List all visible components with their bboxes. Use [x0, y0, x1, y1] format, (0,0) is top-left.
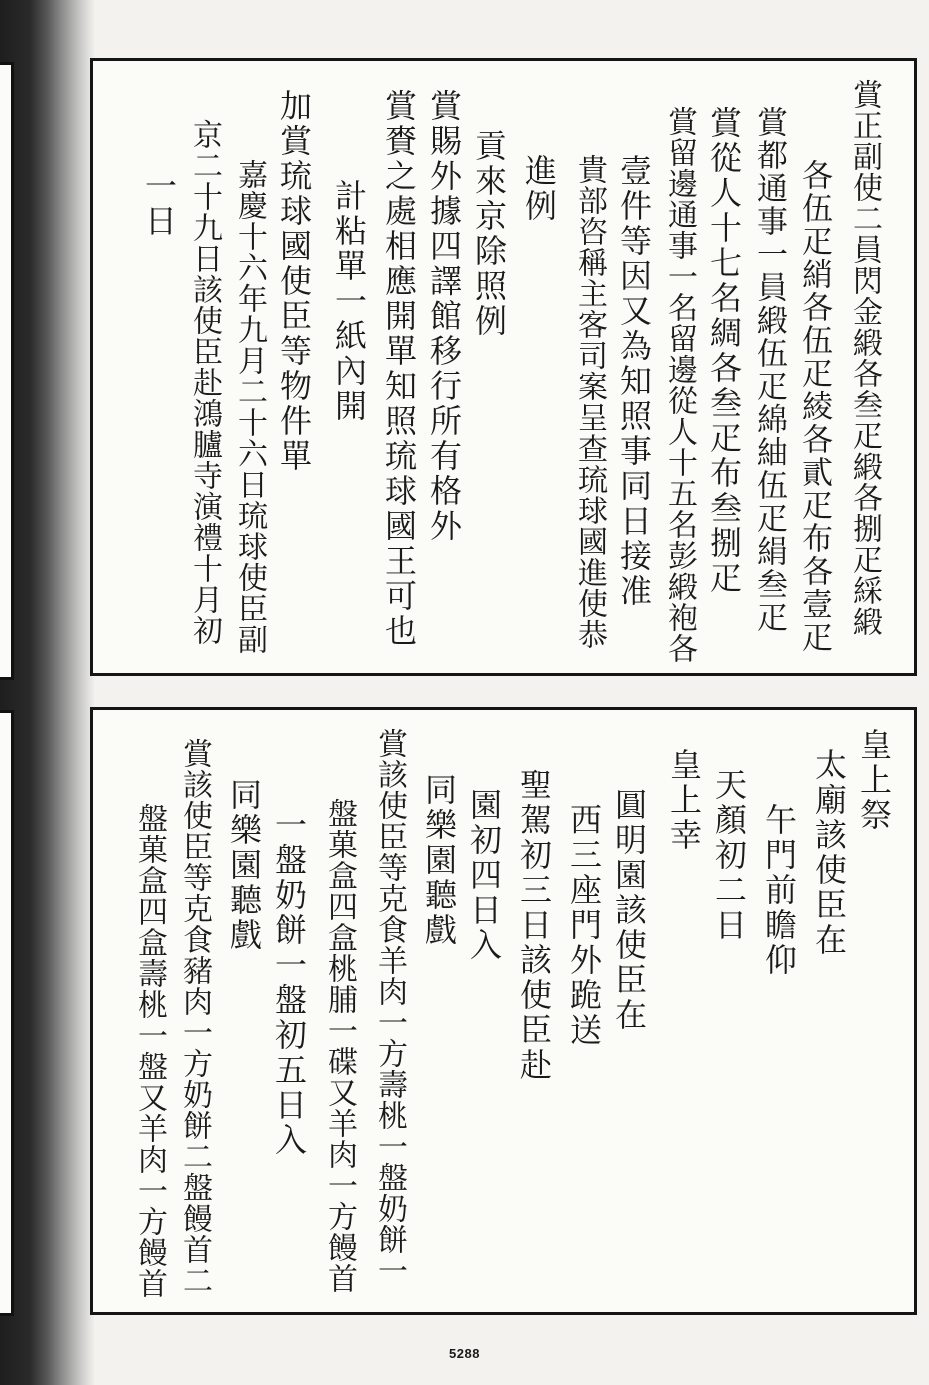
page-number: 5288	[449, 1346, 480, 1361]
text-column: 皇上幸	[665, 748, 703, 853]
text-column: 皇上祭	[855, 728, 893, 833]
text-column: 一日	[140, 169, 178, 239]
text-column: 進例	[520, 154, 558, 224]
text-column: 壹件等因又為知照事同日接准	[615, 154, 653, 609]
adjacent-page-frame-bottom	[0, 710, 14, 1316]
text-column: 賞都通事一員緞伍疋綿紬伍疋絹叁疋	[751, 106, 787, 634]
text-column: 計粘單一紙內開	[330, 179, 368, 424]
text-column: 同樂園聽戲	[420, 773, 458, 948]
text-column: 圓明園該使臣在	[610, 788, 648, 1033]
text-column: 同樂園聽戲	[225, 778, 263, 953]
text-column: 賞該使臣等克食羊肉一方壽桃一盤奶餅一	[372, 728, 407, 1286]
book-spine-shadow	[0, 0, 95, 1385]
text-column: 賞從人十七名綢各叁疋布叁捌疋	[705, 106, 743, 596]
text-column: 京二十九日該使臣赴鴻臚寺演禮十月初	[187, 119, 222, 646]
text-column: 西三座門外跪送	[565, 803, 603, 1048]
text-column: 加賞琉球國使臣等物件單	[275, 89, 313, 474]
text-column: 賞賜外據四譯館移行所有格外	[425, 89, 463, 544]
text-column: 嘉慶十六年九月二十六日琉球使臣副	[232, 159, 267, 655]
text-column: 太廟該使臣在	[810, 748, 848, 958]
text-column: 賞該使臣等克食豬肉一方奶餅二盤饅首二	[177, 738, 212, 1296]
text-column: 盤菓盒四盒桃脯一碟又羊肉一方饅首	[322, 798, 357, 1294]
text-column: 聖駕初三日該使臣赴	[515, 768, 553, 1083]
text-column: 一盤奶餅一盤初五日入	[270, 808, 308, 1158]
text-column: 賞賚之處相應開單知照琉球國王可也	[380, 89, 418, 649]
text-column: 賞留邊通事一名留邊從人十五名彭緞袍各	[662, 106, 697, 664]
top-manuscript-panel	[90, 58, 917, 676]
text-column: 賞正副使二員閃金緞各叁疋緞各捌疋綵緞	[847, 79, 882, 637]
adjacent-page-frame-top	[0, 62, 14, 680]
text-column: 盤菓盒四盒壽桃一盤又羊肉一方饅首	[132, 803, 167, 1299]
text-column: 貢來京除照例	[470, 129, 508, 339]
text-column: 各伍疋綃各伍疋綾各貳疋布各壹疋	[796, 159, 832, 654]
bottom-manuscript-panel	[90, 707, 917, 1315]
text-column: 貴部咨稱主客司案呈查琉球國進使恭	[572, 154, 607, 650]
text-column: 午門前瞻仰	[760, 803, 798, 978]
text-column: 園初四日入	[465, 788, 503, 963]
text-column: 天顏初二日	[710, 768, 748, 943]
